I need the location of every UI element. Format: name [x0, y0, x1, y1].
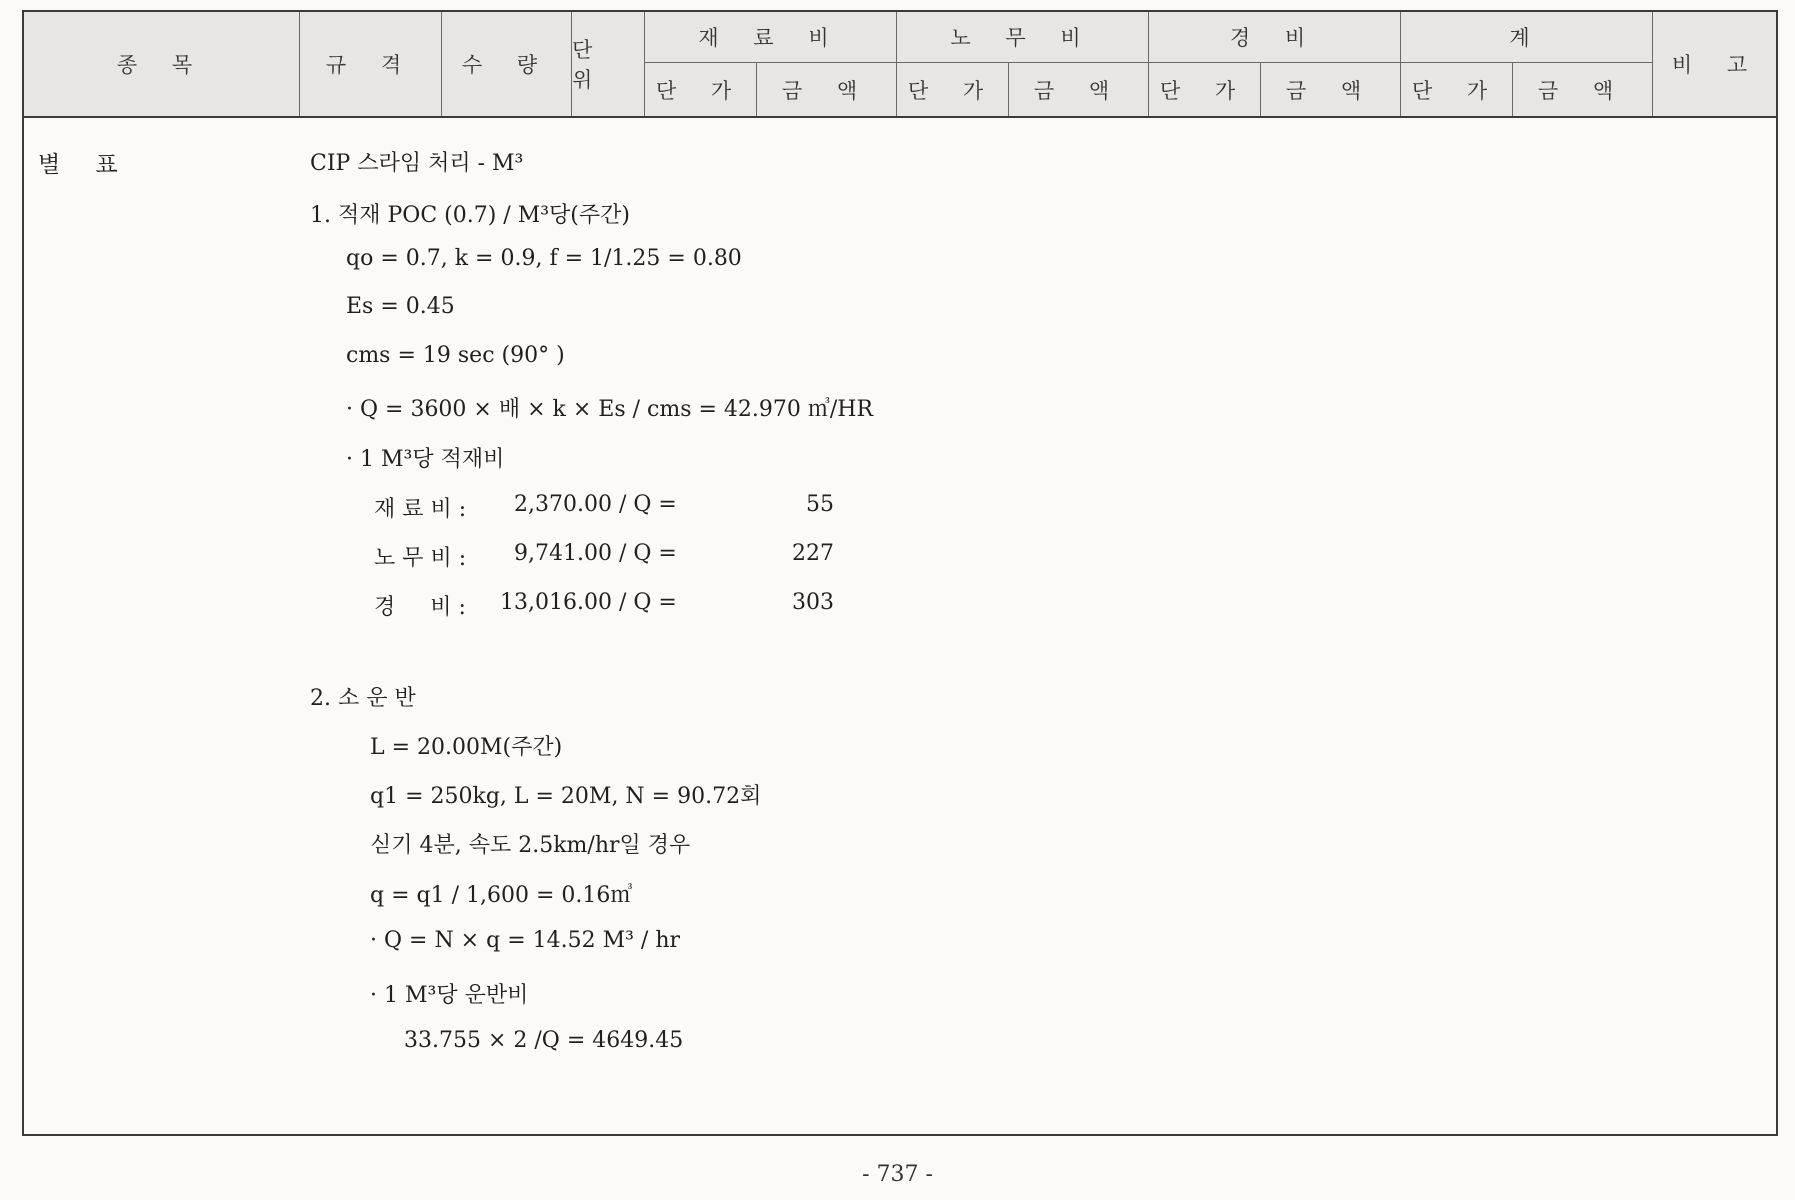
- cost-value-material: 55: [806, 492, 834, 517]
- cost-value-labor: 227: [792, 541, 834, 566]
- header-material-unit-price: 단 가: [645, 62, 757, 116]
- header-labor-amount: 금 액: [1009, 62, 1149, 116]
- header-expense: 경 비: [1149, 12, 1401, 62]
- section1-line: · 1 M³당 적재비: [346, 447, 505, 472]
- section1-line: qo = 0.7, k = 0.9, f = 1/1.25 = 0.80: [346, 246, 742, 271]
- section2-line: q1 = 250kg, L = 20M, N = 90.72회: [370, 784, 762, 809]
- header-item: 종 목: [24, 12, 300, 116]
- header-material-amount: 금 액: [757, 62, 897, 116]
- cost-value-expense: 303: [792, 590, 834, 615]
- section1-line: · Q = 3600 × 배 × k × Es / cms = 42.970 ㎥/HR: [346, 397, 874, 422]
- cost-formula-expense: 13,016.00 / Q =: [500, 590, 677, 615]
- page-number: - 737 -: [862, 1162, 933, 1187]
- cost-label-material: 재 료 비 :: [374, 497, 467, 522]
- estimate-sheet: [22, 10, 1778, 1136]
- header-qty: 수 량: [442, 12, 572, 116]
- table-header: [24, 12, 1776, 118]
- header-labor-unit-price: 단 가: [897, 62, 1009, 116]
- section-title: CIP 스라임 처리 - M³: [310, 151, 524, 176]
- section1-line: cms = 19 sec (90° ): [346, 343, 565, 368]
- cost-formula-labor: 9,741.00 / Q =: [514, 541, 677, 566]
- section2-line: 싣기 4분, 속도 2.5km/hr일 경우: [370, 833, 691, 858]
- cost-formula-material: 2,370.00 / Q =: [514, 492, 677, 517]
- cost-label-expense: 경 비 :: [374, 595, 466, 620]
- header-unit: 단 위: [572, 12, 645, 116]
- section2-line: q = q1 / 1,600 = 0.16㎥: [370, 883, 633, 908]
- section2-line: · Q = N × q = 14.52 M³ / hr: [370, 928, 681, 953]
- side-label: 별 표: [38, 152, 118, 178]
- section2-heading: 2. 소 운 반: [310, 686, 416, 711]
- header-labor: 노 무 비: [897, 12, 1149, 62]
- header-total-amount: 금 액: [1513, 62, 1653, 116]
- header-expense-unit-price: 단 가: [1149, 62, 1261, 116]
- header-material: 재 료 비: [645, 12, 897, 62]
- section1-heading: 1. 적재 POC (0.7) / M³당(주간): [310, 203, 630, 228]
- header-expense-amount: 금 액: [1261, 62, 1401, 116]
- header-total-unit-price: 단 가: [1401, 62, 1513, 116]
- section2-line: · 1 M³당 운반비: [370, 983, 529, 1008]
- section2-line: L = 20.00M(주간): [370, 735, 563, 760]
- header-spec: 규 격: [300, 12, 442, 116]
- section1-line: Es = 0.45: [346, 294, 455, 319]
- header-total: 계: [1401, 12, 1653, 62]
- header-note: 비 고: [1671, 53, 1762, 77]
- section2-line: 33.755 × 2 /Q = 4649.45: [404, 1028, 684, 1053]
- cost-label-labor: 노 무 비 :: [374, 546, 467, 571]
